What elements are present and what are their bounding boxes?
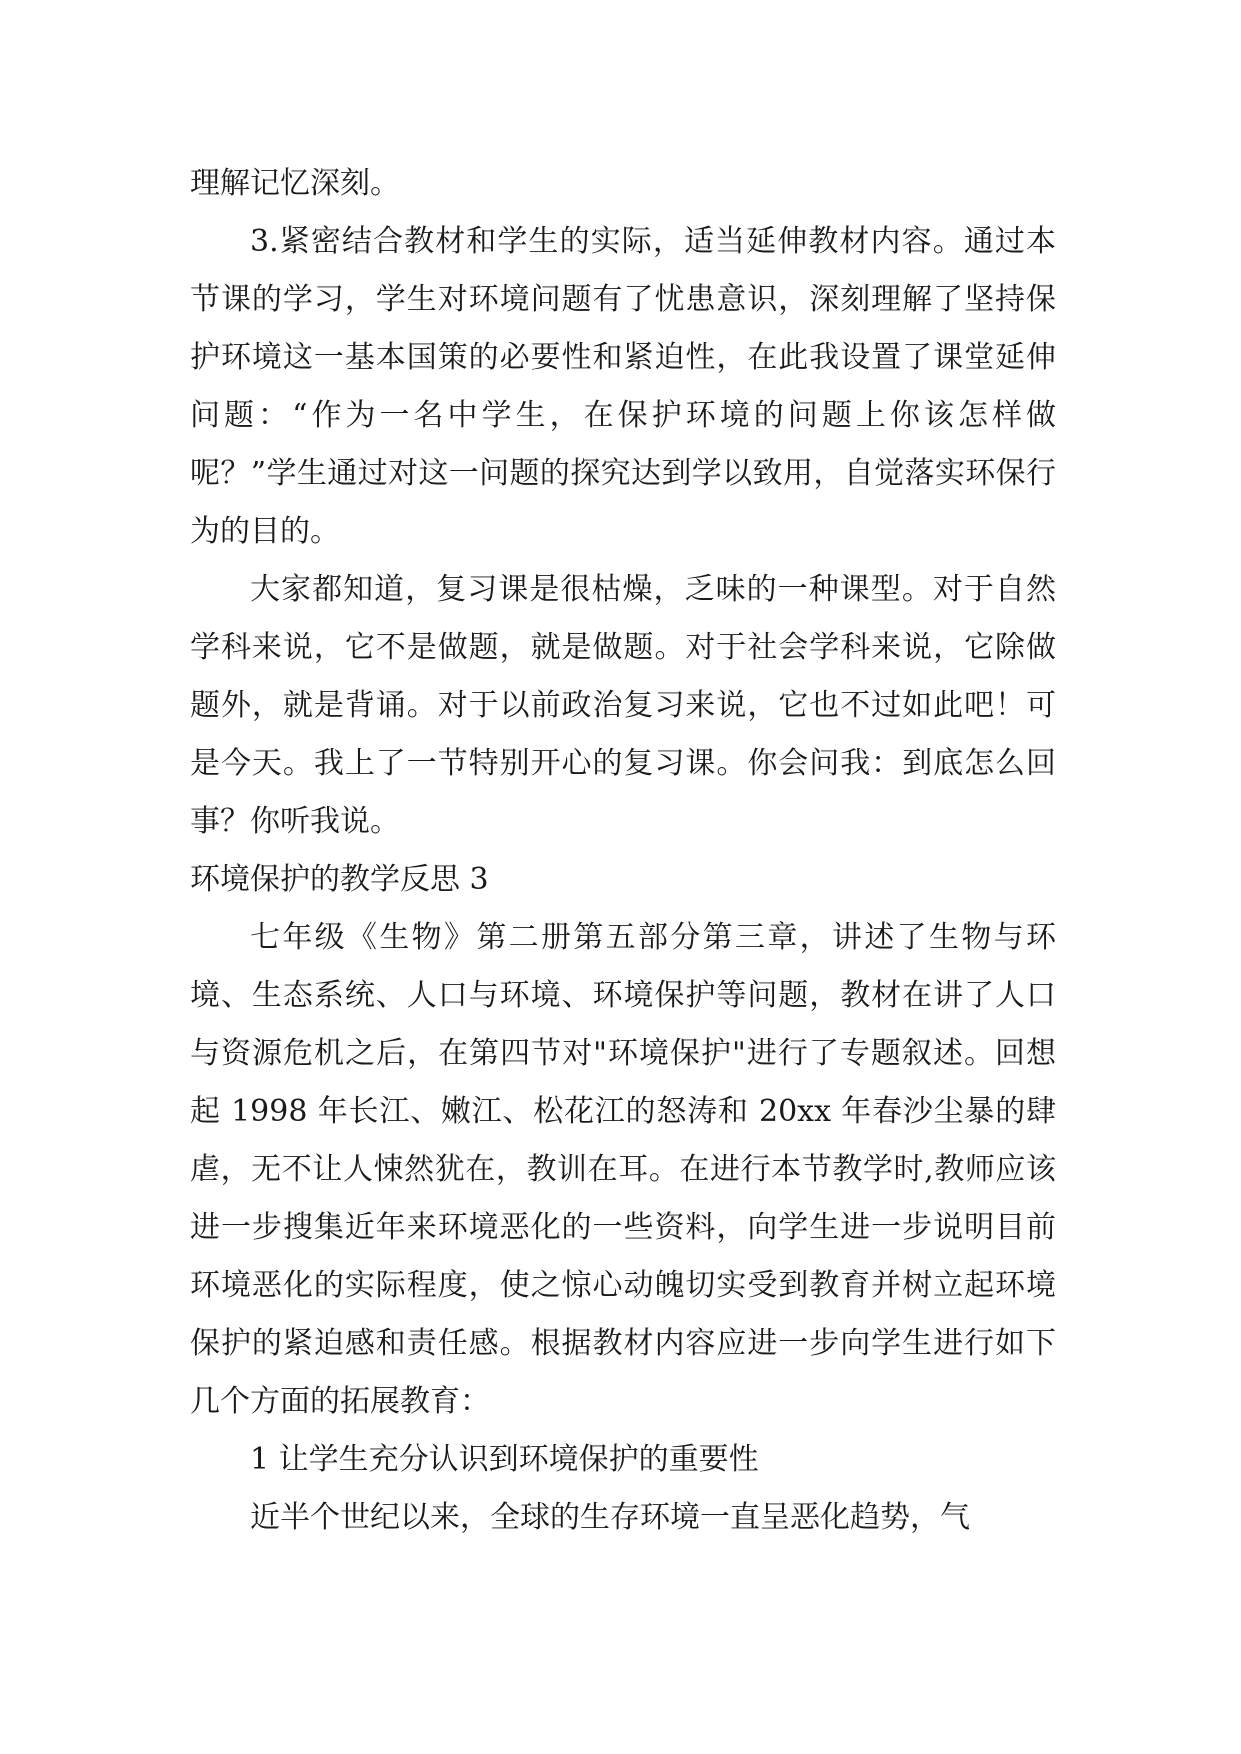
paragraph-point-3: 3.紧密结合教材和学生的实际，适当延伸教材内容。通过本节课的学习，学生对环境问题有了忧患意识，深刻理解了坚持保护环境这一基本国策的必要性和紧迫性，在此我设置了课堂延伸问题：“作为一名中学生，在保护环境的问题上你该怎样做呢？”学生通过对这一问题的探究达到学以致用，自觉落实环保行为的目的。 <box>190 224 1056 549</box>
paragraph-environment-trend: 近半个世纪以来，全球的生存环境一直呈恶化趋势，气 <box>250 1500 970 1535</box>
section-heading: 环境保护的教学反思 3 <box>190 862 489 897</box>
paragraph-subheading-1: 1 让学生充分认识到环境保护的重要性 <box>250 1442 759 1477</box>
paragraph-continuation: 理解记忆深刻。 <box>190 166 400 201</box>
paragraph-biology-chapter: 七年级《生物》第二册第五部分第三章，讲述了生物与环境、生态系统、人口与环境、环境保护等问题，教材在讲了人口与资源危机之后，在第四节对"环境保护"进行了专题叙述。回想起 1998 年长江、嫩江、松花江的怒涛和 20xx 年春沙尘暴的肆虐，无不让人悚然犹在，教训在耳。在进行本节教学时,教师应该进一步搜集近年来环境恶化的一些资料，向学生进一步说明目前环境恶化的实际程度，使之惊心动魄切实受到教育并树立起环境保护的紧迫感和责任感。根据教材内容应进一步向学生进行如下几个方面的拓展教育： <box>190 920 1056 1419</box>
document-body <box>190 155 1056 1547</box>
paragraph-review-class: 大家都知道，复习课是很枯燥，乏味的一种课型。对于自然学科来说，它不是做题，就是做题。对于社会学科来说，它除做题外，就是背诵。对于以前政治复习来说，它也不过如此吧！可是今天。我上了一节特别开心的复习课。你会问我：到底怎么回事？你听我说。 <box>190 572 1056 839</box>
